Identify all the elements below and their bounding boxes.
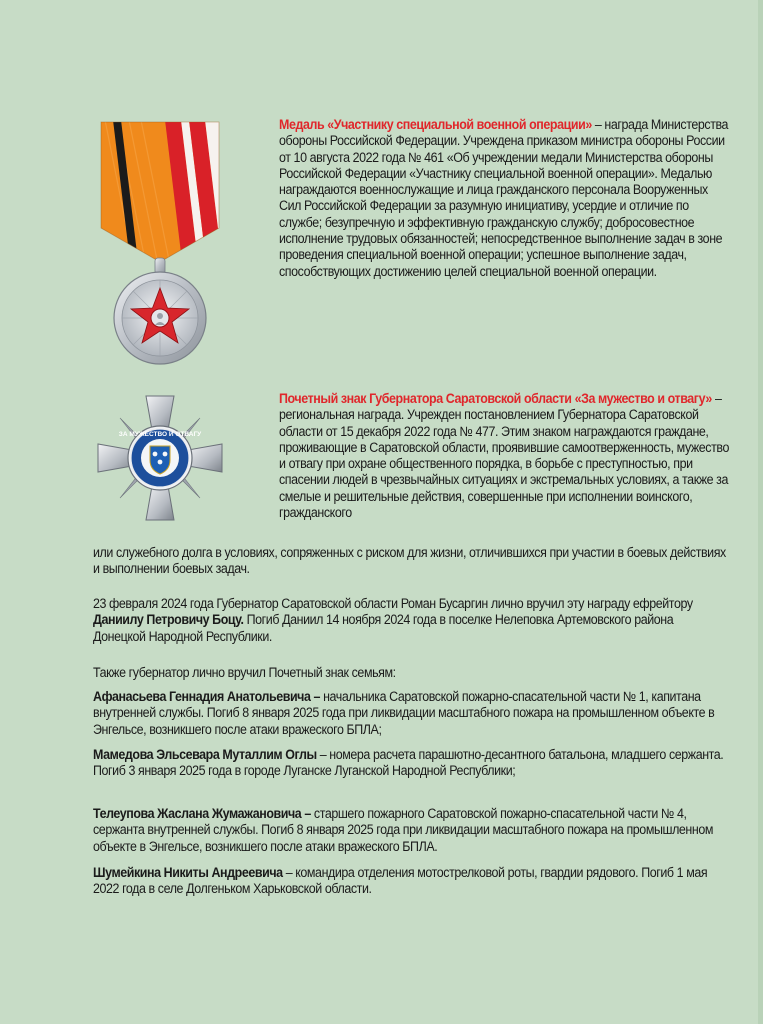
family-text: – командира отделения мотострелковой роты, гвардии рядового. Погиб 1 мая 2022 года в селе Долгеньком Харьковской области. bbox=[93, 865, 708, 897]
courage-badge-image bbox=[92, 390, 228, 526]
list-item bbox=[93, 865, 735, 898]
family-name: Шумейкина Никиты Андреевича bbox=[93, 865, 283, 880]
svo-medal-text: – награда Министерства обороны Российской Федерации. Учреждена приказом министра обороны России от 10 августа 2022 года № 461 «Об учреждении медали Министерства обороны Российской Федерации «Участнику специальной военной операции». Медалью награждаются военнослужащие и лица гражданского персонала Вооруженных Сил Российской Федерации за разумную инициативу, усердие и отличие по службе; безупречную и эффективную гражданскую службу; добросовестное исполнение трудовых обязанностей; непосредственное выполнение задач в зоне проведения специальной военной операции; успешное выполнение задач, способствующих достижению целей специальной военной операции. bbox=[279, 117, 729, 279]
list-item bbox=[93, 689, 735, 738]
courage-badge-description bbox=[279, 391, 735, 521]
award-paragraph bbox=[93, 596, 725, 645]
badge-inscription: ЗА МУЖЕСТВО И ОТВАГУ bbox=[118, 431, 202, 438]
family-text: старшего пожарного Саратовской пожарно-спасательной части № 4, сержанта внутренней службы. Погиб 8 января 2025 года при ликвидации масштабного пожара на промышленном объекте в Энгельсе, возникшего после атаки вражеского БПЛА. bbox=[93, 806, 713, 854]
family-name: Телеупова Жаслана Жумажановича – bbox=[93, 806, 311, 821]
list-item bbox=[93, 806, 735, 855]
families-intro: Также губернатор лично вручил Почетный знак семьям: bbox=[93, 665, 396, 680]
courage-badge-text-continued: или служебного долга в условиях, сопряженных с риском для жизни, отличившихся при участии в боевых действиях и выполнении боевых задач. bbox=[93, 545, 726, 577]
svo-medal-title: Медаль «Участнику специальной военной операции» bbox=[279, 117, 592, 132]
family-text: – номера расчета парашютно-десантного батальона, младшего сержанта. Погиб 3 января 2025 года в городе Луганске Луганской Народной Республики; bbox=[93, 747, 724, 779]
page-edge bbox=[758, 0, 763, 1024]
family-name: Мамедова Эльсевара Муталлим Оглы bbox=[93, 747, 317, 762]
svo-medal-image bbox=[95, 120, 225, 368]
award-text-after: Погиб Даниил 14 ноября 2024 года в поселке Нелеповка Артемовского района Донецкой Народной Республики. bbox=[93, 612, 674, 644]
courage-badge-text: – региональная награда. Учрежден постановлением Губернатора Саратовской области от 15 декабря 2022 года № 477. Этим знаком награждаются граждане, проживающие в Саратовской области, проявившие самоотверженность, мужество и отвагу при охране общественного порядка, в борьбе с преступностью, при спасении людей в чрезвычайных ситуациях и экстремальных условиях, а также за смелые и решительные действия, совершенные при исполнении воинского, гражданского bbox=[279, 391, 729, 521]
family-text: начальника Саратовской пожарно-спасательной части № 1, капитана внутренней службы. Погиб 8 января 2025 года при ликвидации масштабного пожара на промышленном объекте в Энгельсе, возникшего после атаки вражеского БПЛА; bbox=[93, 689, 715, 737]
family-name: Афанасьева Геннадия Анатольевича – bbox=[93, 689, 321, 704]
award-text-before: 23 февраля 2024 года Губернатор Саратовской области Роман Бусаргин лично вручил эту награду ефрейтору bbox=[93, 596, 693, 611]
courage-badge-title: Почетный знак Губернатора Саратовской области «За мужество и отвагу» bbox=[279, 391, 712, 406]
svo-medal-description bbox=[279, 117, 732, 280]
award-recipient-name: Даниилу Петровичу Боцу. bbox=[93, 612, 244, 628]
list-item bbox=[93, 747, 735, 780]
